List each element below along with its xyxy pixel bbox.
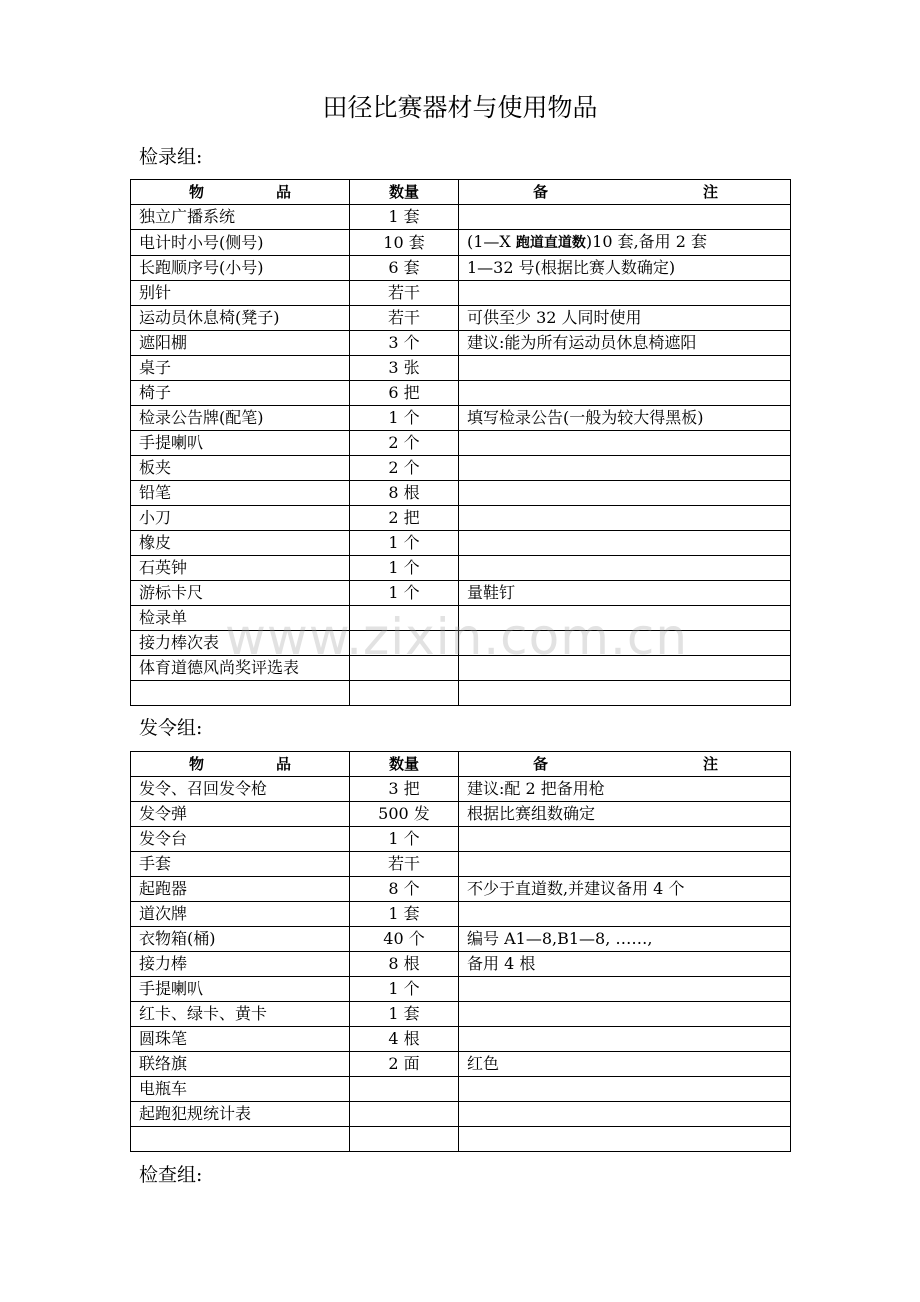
item-cell: 圆珠笔 [131, 1027, 350, 1052]
table-row [131, 1102, 791, 1127]
table-row [131, 431, 791, 456]
table-row [131, 902, 791, 927]
qty-cell: 1 个 [350, 531, 459, 556]
note-cell [459, 606, 791, 631]
table-row [131, 381, 791, 406]
qty-cell: 3 把 [350, 777, 459, 802]
section-label-starter: 发令组: [139, 717, 203, 739]
table-row [131, 927, 791, 952]
section-label-inspection: 检查组: [139, 1164, 203, 1186]
qty-cell [350, 681, 459, 706]
qty-cell [350, 656, 459, 681]
item-cell: 发令、召回发令枪 [131, 777, 350, 802]
note-cell [459, 531, 791, 556]
table-row [131, 306, 791, 331]
table-row [131, 952, 791, 977]
table-row [131, 531, 791, 556]
note-cell: 根据比赛组数确定 [459, 802, 791, 827]
qty-cell [350, 1127, 459, 1152]
table-row [131, 205, 791, 230]
item-cell: 手提喇叭 [131, 977, 350, 1002]
header-note: 备 注 [459, 752, 791, 777]
table-row [131, 1127, 791, 1152]
qty-cell: 1 个 [350, 406, 459, 431]
table-row [131, 1077, 791, 1102]
item-cell [131, 1127, 350, 1152]
note-cell: 建议:能为所有运动员休息椅遮阳 [459, 331, 791, 356]
item-cell: 椅子 [131, 381, 350, 406]
note-cell: 填写检录公告(一般为较大得黑板) [459, 406, 791, 431]
note-cell [459, 827, 791, 852]
table-row [131, 256, 791, 281]
starter-table [130, 751, 791, 1152]
note-cell: 建议:配 2 把备用枪 [459, 777, 791, 802]
note-cell [459, 1002, 791, 1027]
table-row [131, 406, 791, 431]
item-cell: 检录单 [131, 606, 350, 631]
note-cell: 可供至少 32 人同时使用 [459, 306, 791, 331]
item-cell: 遮阳棚 [131, 331, 350, 356]
table-row [131, 230, 791, 256]
note-cell: 编号 A1—8,B1—8, ……, [459, 927, 791, 952]
note-cell [459, 631, 791, 656]
qty-cell: 6 把 [350, 381, 459, 406]
item-cell: 铅笔 [131, 481, 350, 506]
table-row [131, 977, 791, 1002]
item-cell: 运动员休息椅(凳子) [131, 306, 350, 331]
item-cell: 板夹 [131, 456, 350, 481]
table-row [131, 1027, 791, 1052]
qty-cell: 2 个 [350, 456, 459, 481]
qty-cell: 若干 [350, 281, 459, 306]
qty-cell: 8 根 [350, 481, 459, 506]
item-cell: 起跑器 [131, 877, 350, 902]
qty-cell: 1 套 [350, 205, 459, 230]
header-qty: 数量 [350, 752, 459, 777]
watermark: www.zixin.com.cn [225, 608, 689, 666]
qty-cell [350, 1102, 459, 1127]
qty-cell: 500 发 [350, 802, 459, 827]
qty-cell: 若干 [350, 852, 459, 877]
section-label-checkin: 检录组: [139, 146, 203, 168]
table-row [131, 281, 791, 306]
header-note: 备 注 [459, 180, 791, 205]
note-cell [459, 506, 791, 531]
note-cell [459, 281, 791, 306]
table-row [131, 606, 791, 631]
table-row [131, 631, 791, 656]
item-cell: 手套 [131, 852, 350, 877]
note-cell: 不少于直道数,并建议备用 4 个 [459, 877, 791, 902]
item-cell: 别针 [131, 281, 350, 306]
note-cell [459, 852, 791, 877]
table-row [131, 506, 791, 531]
note-cell [459, 1102, 791, 1127]
note-cell: (1—X 跑道直道数)10 套,备用 2 套 [459, 230, 791, 256]
table-header-row [131, 752, 791, 777]
header-item: 物 品 [131, 180, 350, 205]
item-cell: 电计时小号(侧号) [131, 230, 350, 256]
note-cell [459, 681, 791, 706]
item-cell: 发令弹 [131, 802, 350, 827]
table-row [131, 877, 791, 902]
item-cell: 电瓶车 [131, 1077, 350, 1102]
qty-cell: 1 个 [350, 977, 459, 1002]
note-cell [459, 205, 791, 230]
item-cell: 衣物箱(桶) [131, 927, 350, 952]
item-cell: 红卡、绿卡、黄卡 [131, 1002, 350, 1027]
note-cell [459, 656, 791, 681]
qty-cell: 6 套 [350, 256, 459, 281]
qty-cell: 4 根 [350, 1027, 459, 1052]
item-cell: 体育道德风尚奖评选表 [131, 656, 350, 681]
item-cell: 独立广播系统 [131, 205, 350, 230]
table-row [131, 356, 791, 381]
note-cell: 1—32 号(根据比赛人数确定) [459, 256, 791, 281]
item-cell: 道次牌 [131, 902, 350, 927]
qty-cell: 1 套 [350, 1002, 459, 1027]
note-cell [459, 1127, 791, 1152]
qty-cell: 8 个 [350, 877, 459, 902]
table-row [131, 827, 791, 852]
qty-cell: 8 根 [350, 952, 459, 977]
qty-cell: 1 个 [350, 827, 459, 852]
table-row [131, 852, 791, 877]
note-cell [459, 902, 791, 927]
qty-cell: 2 把 [350, 506, 459, 531]
item-cell: 桌子 [131, 356, 350, 381]
note-cell [459, 456, 791, 481]
qty-cell: 1 个 [350, 556, 459, 581]
note-cell [459, 1077, 791, 1102]
note-cell [459, 556, 791, 581]
page-title: 田径比赛器材与使用物品 [322, 93, 598, 122]
table-row [131, 556, 791, 581]
qty-cell: 2 个 [350, 431, 459, 456]
item-cell: 发令台 [131, 827, 350, 852]
qty-cell: 1 个 [350, 581, 459, 606]
item-cell: 小刀 [131, 506, 350, 531]
qty-cell: 若干 [350, 306, 459, 331]
item-cell: 检录公告牌(配笔) [131, 406, 350, 431]
item-cell: 长跑顺序号(小号) [131, 256, 350, 281]
qty-cell [350, 606, 459, 631]
qty-cell: 40 个 [350, 927, 459, 952]
note-cell: 备用 4 根 [459, 952, 791, 977]
table-row [131, 481, 791, 506]
table-row [131, 681, 791, 706]
table-row [131, 581, 791, 606]
item-cell: 游标卡尺 [131, 581, 350, 606]
note-cell [459, 481, 791, 506]
table-row [131, 456, 791, 481]
note-cell [459, 1027, 791, 1052]
table-row [131, 656, 791, 681]
table-header-row [131, 180, 791, 205]
table-row [131, 777, 791, 802]
qty-cell [350, 1077, 459, 1102]
qty-cell: 3 个 [350, 331, 459, 356]
table-row [131, 331, 791, 356]
header-qty: 数量 [350, 180, 459, 205]
item-cell [131, 681, 350, 706]
note-cell [459, 356, 791, 381]
item-cell: 接力棒次表 [131, 631, 350, 656]
table-row [131, 1052, 791, 1077]
note-cell [459, 381, 791, 406]
item-cell: 接力棒 [131, 952, 350, 977]
table-row [131, 1002, 791, 1027]
item-cell: 橡皮 [131, 531, 350, 556]
qty-cell: 2 面 [350, 1052, 459, 1077]
qty-cell [350, 631, 459, 656]
item-cell: 手提喇叭 [131, 431, 350, 456]
item-cell: 石英钟 [131, 556, 350, 581]
note-cell: 量鞋钉 [459, 581, 791, 606]
note-cell: 红色 [459, 1052, 791, 1077]
checkin-table [130, 179, 791, 706]
item-cell: 起跑犯规统计表 [131, 1102, 350, 1127]
item-cell: 联络旗 [131, 1052, 350, 1077]
qty-cell: 1 套 [350, 902, 459, 927]
table-row [131, 802, 791, 827]
qty-cell: 10 套 [350, 230, 459, 256]
qty-cell: 3 张 [350, 356, 459, 381]
note-cell [459, 431, 791, 456]
header-item: 物 品 [131, 752, 350, 777]
note-cell [459, 977, 791, 1002]
